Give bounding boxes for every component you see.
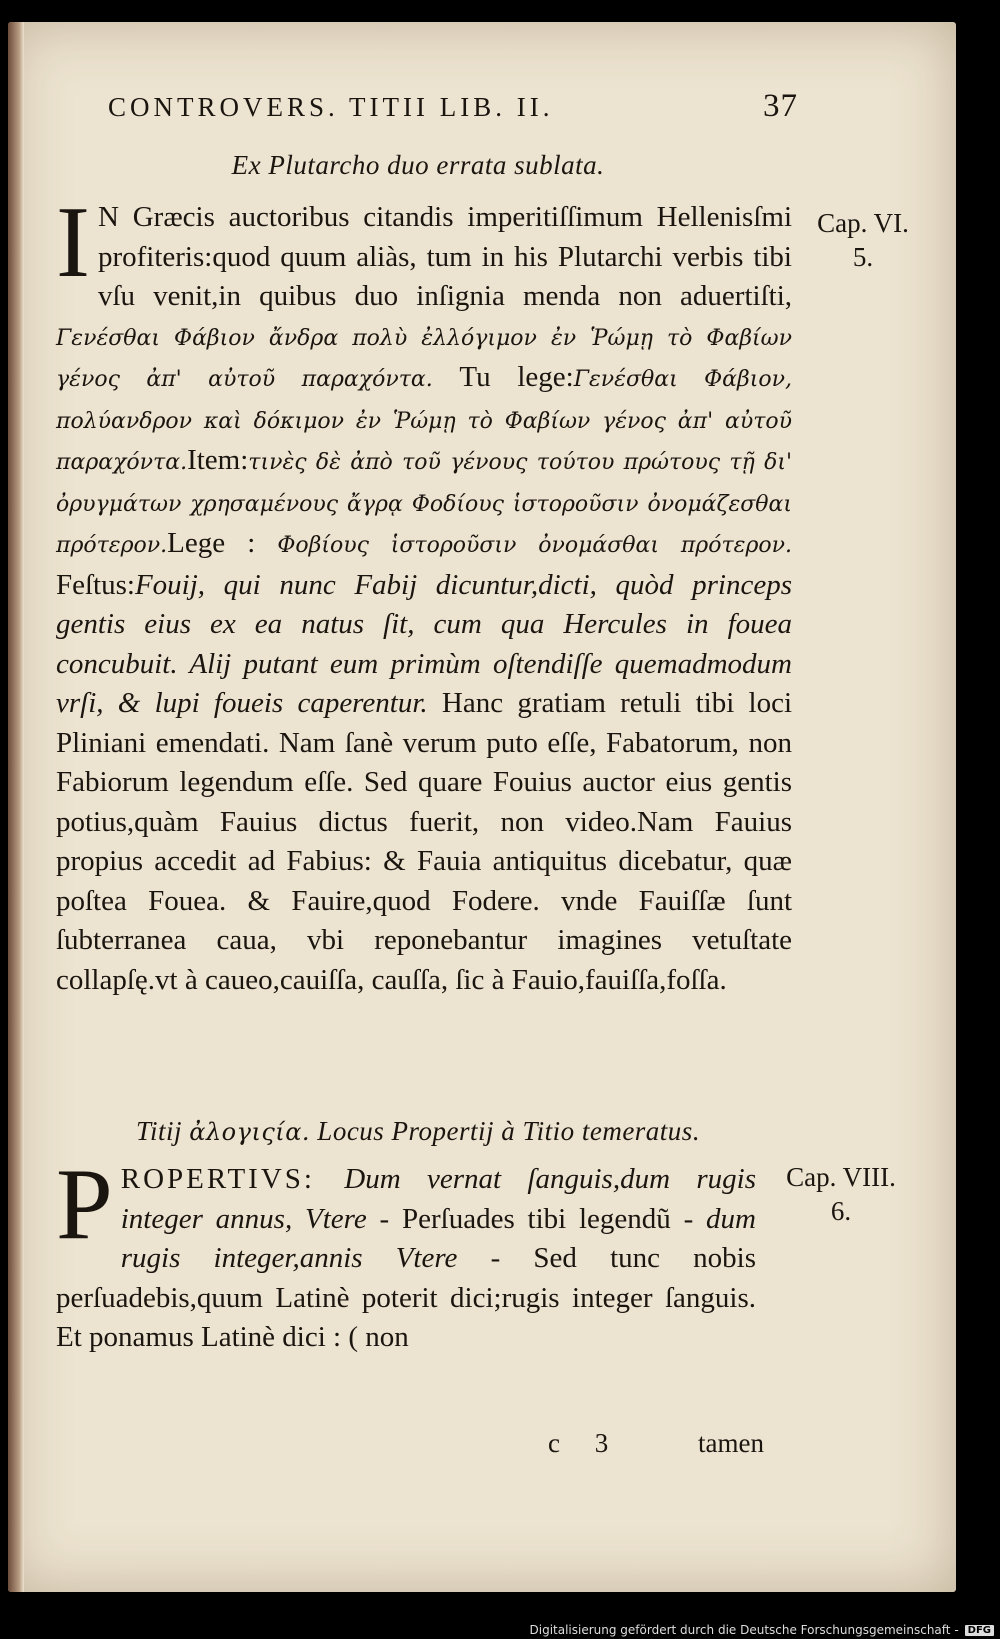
propertius-name: ROPERTIVS: <box>120 1163 345 1195</box>
margin-note-chapter-2: Cap. VIII. <box>786 1162 896 1192</box>
body-text-mid-4: Feſtus: <box>56 568 135 601</box>
margin-note-number: 5. <box>852 242 874 272</box>
body-text-start: N Græcis auctoribus citandis imperitiſſimum Hellenisſmi profiteris:quod quum aliàs, tum in his Plutarchi verbis tibi vſu venit,in quibus duo inſignia menda non aduertiſti, <box>97 201 792 312</box>
margin-note-chapter: Cap. VI. <box>817 208 909 238</box>
greek-quote-3: τινὲς δὲ ἀπὸ τοῦ γένους τούτου πρώτους τῇ δι' ὀρυγμάτων χρησαμένους ἄγρᾳ Φοδίους ἱστοροῦσιν ὀνομάζεσθαι πρότερον. <box>56 450 792 558</box>
running-title: CONTROVERS. TITII LIB. II. <box>108 92 554 122</box>
section-title-1: Ex Plutarcho duo errata sublata. <box>231 150 605 180</box>
greek-quote-1: Γενέσθαι Φάβιον ἄνδρα πολὺ ἐλλόγιμον ἐν Ῥώμῃ τὸ Φαβίων γένος ἀπ' αὐτοῦ παραχόντα. <box>56 325 792 392</box>
dfg-logo: DFG <box>965 1625 994 1636</box>
page-number: 37 <box>763 88 798 124</box>
margin-note-number-2: 6. <box>830 1196 852 1226</box>
body-text-mid-1: Tu lege: <box>432 361 574 393</box>
margin-note-cap-8 <box>756 1160 926 1228</box>
section-2-text-end: Sed tunc nobis perſuadebis,quum Latinè poterit dici;rugis integer ſanguis. Et ponamus Latinè dici : ( non <box>56 1242 756 1353</box>
festus-quote: Fouij, qui nunc Fabij dicuntur,dicti, quòd princeps gentis eius ex ea natus ſit, cum qua Hercules in fouea concubuit. Alij putant eum primùm oſtendiſſe quemadmodum vrſi, & lupi foueis caperentur. <box>56 568 792 719</box>
body-text-end: Hanc gratiam retuli tibi loci Pliniani emendati. Nam ſanè verum puto eſſe, Fabatorum, non Fabiorum legendum eſſe. Sed quare Fouius auctor eius gentis potius,quàm Fauius dictus fuerit, non video.Nam Fauius propius accedit ad Fabius: & Fauia antiquitus dicebatur, quæ poſtea Fouea. & Fauire,quod Fodere. vnde Fauiſſæ ſunt ſubterranea caua, vbi reponebantur imagines vetuſtate collapſę.vt à caueo,cauiſſa, cauſſa, ſic à Fauio,fauiſſa,foſſa. <box>56 687 792 996</box>
propertius-quote-1: Dum vernat ſanguis,dum rugis integer annus, Vtere - <box>120 1163 756 1235</box>
drop-cap-2: P <box>56 1148 113 1261</box>
footer-credit: Digitalisierung gefördert durch die Deutsche Forschungsgemeinschaft - <box>529 1623 959 1637</box>
section-title-2 <box>8 1116 828 1147</box>
greek-quote-2: Γενέσθαι Φάβιον, πολύανδρον καὶ δόκιμον ἐν Ῥώμῃ τὸ Φαβίων γένος ἀπ' αὐτοῦ παραχόντα. <box>56 367 792 475</box>
catchword: tamen <box>698 1428 764 1458</box>
greek-quote-4: Φοβίους ἱστοροῦσιν ὀνομάσθαι πρότερον. <box>277 533 792 558</box>
section-2-body <box>56 1148 756 1358</box>
signature-mark: c 3 <box>548 1428 623 1458</box>
body-text-mid-3: Lege : <box>167 527 278 559</box>
page-spine-shadow <box>8 22 24 1592</box>
running-header <box>108 88 798 125</box>
section-title-2-italic: Titij <box>135 1116 190 1146</box>
section-1-body <box>56 186 792 1000</box>
digitization-footer <box>530 1623 995 1637</box>
book-page <box>8 22 956 1592</box>
propertius-quote-2: dum rugis integer,annis Vtere - <box>120 1202 756 1274</box>
section-2-text-mid: Perſuades tibi legendũ - <box>389 1202 707 1235</box>
body-text-mid-2: Item: <box>187 444 249 476</box>
section-title-2-greek: ἀλογιςία. <box>189 1118 311 1146</box>
section-title-2-rest: Locus Propertij à Titio temeratus. <box>310 1116 701 1146</box>
margin-note-cap-6 <box>798 206 928 274</box>
drop-cap-1: I <box>56 186 90 299</box>
